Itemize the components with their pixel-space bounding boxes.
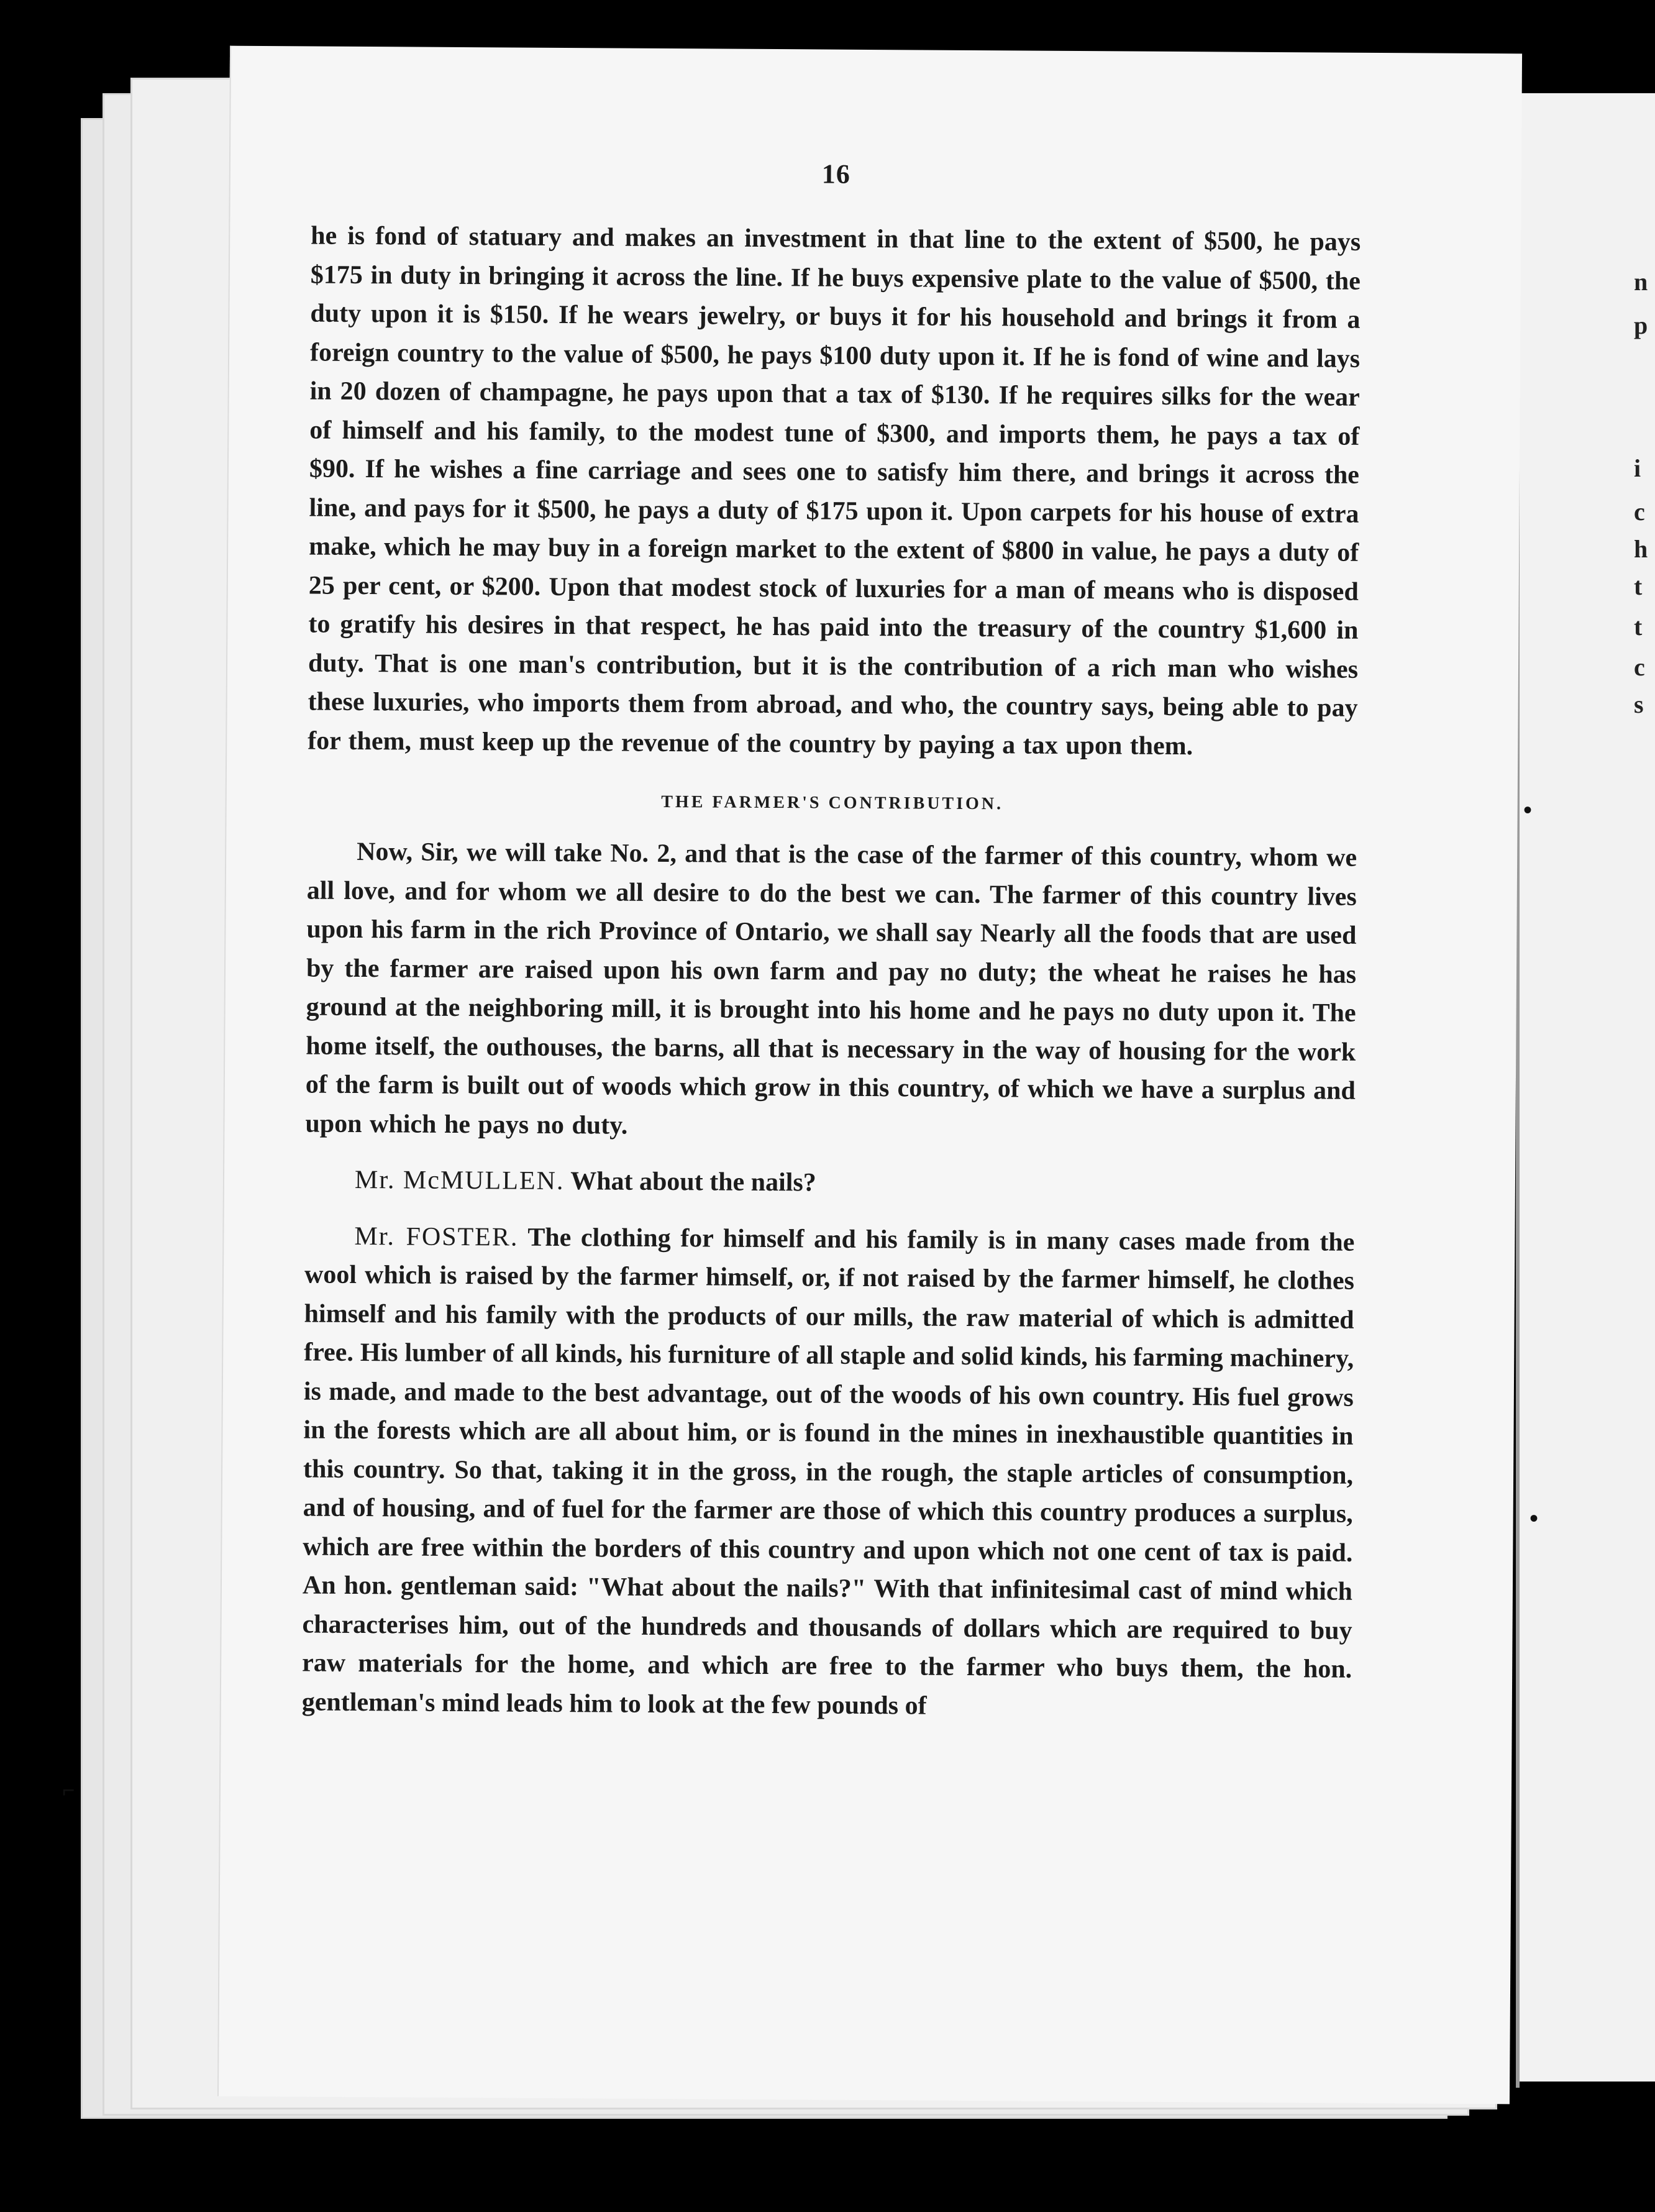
speech-mcmullen bbox=[305, 1160, 1355, 1205]
margin-mark: ⌐ bbox=[62, 1778, 75, 1803]
section-heading: THE FARMER'S CONTRIBUTION. bbox=[661, 792, 1004, 814]
adjacent-page-fragment: t bbox=[1634, 572, 1643, 600]
adjacent-page-fragment: c bbox=[1634, 498, 1645, 526]
page-number: 16 bbox=[821, 158, 851, 190]
speech-text: What about the nails? bbox=[570, 1167, 816, 1197]
paragraph-1: he is fond of statuary and makes an investment in that line to the extent of $500, he pays $175 in duty in bringing it across the line. If he buys expensive plate to the value of $500, the duty upon it is $150. If he wears jewelry, or buys it for his household and brings it from a foreign country to the value of $500, he pays $100 duty upon it. If he is fond of wine and lays in 20 dozen of champagne, he pays upon that a tax of $130. If he requires silks for the wear of himself and his family, to the modest tune of $300, and imports them, he pays a tax of $90. If he wishes a fine carriage and sees one to satisfy him there, and brings it across the line, and pays for it $500, he pays a duty of $175 upon it. Upon carpets for his house of extra make, which he may buy in a foreign market to the extent of $800 in value, he pays a duty of 25 per cent, or $200. Upon that modest stock of luxuries for a man of means who is disposed to gratify his desires in that respect, he has paid into the treasury of the country $1,600 in duty. That is one man's contribution, but it is the contribution of a rich man who wishes these luxuries, who imports them from abroad, and who, the country says, being able to pay for them, must keep up the revenue of the country by paying a tax upon them. bbox=[308, 221, 1361, 761]
paragraph-2: Now, Sir, we will take No. 2, and that is the case of the farmer of this country, whom we all love, and for whom we all desire to do the best we can. The farmer of this country lives upon his farm in the rich Province of Ontario, we shall say Nearly all the foods that are used by the farmer are raised upon his own farm and pay no duty; the wheat he raises he has ground at the neighboring mill, it is brought into his home and he pays no duty upon it. The home itself, the outhouses, the barns, all that is necessary in the way of housing for the work of the farm is built out of woods which grow in this country, of which we have a surplus and upon which he pays no duty. bbox=[305, 837, 1357, 1140]
adjacent-page-fragment: c bbox=[1634, 653, 1645, 681]
speech-text: The clothing for himself and his family is in many cases made from the wool which is raised by the farmer himself, or, if not raised by the farmer himself, he clothes himself and his family with the products of our mills, the raw material of which is admitted free. His lumber of all kinds, his furniture of all staple and solid kinds, his farming machinery, is made, and made to the best advantage, out of the woods of his own country. His fuel grows in the forests which are all about him, or is found in the mines in inexhaustible quantities in this country. So that, taking it in the gross, in the rough, the staple articles of consumption, and of housing, and of fuel for the farmer are those of which this country produces a surplus, which are free within the borders of this country and upon which not one cent of tax is paid. An hon. gentleman said: "What about the nails?" With that infinitesimal cast of mind which characterises him, out of the hundreds and thousands of dollars which are required to buy raw materials for the home, and which are free to the farmer who buys them, the hon. gentleman's mind leads him to look at the few pounds of bbox=[301, 1223, 1355, 1721]
adjacent-page-fragment: s bbox=[1634, 690, 1644, 718]
speech-foster bbox=[302, 1217, 1355, 1728]
speaker-name: Mr. FOSTER. bbox=[354, 1222, 519, 1252]
adjacent-page bbox=[1516, 93, 1655, 2082]
adjacent-page-fragment: h bbox=[1634, 535, 1648, 563]
adjacent-page-fragment: p bbox=[1634, 311, 1648, 339]
adjacent-page-fragment: t bbox=[1634, 613, 1643, 641]
adjacent-page-fragment: n bbox=[1634, 268, 1648, 296]
adjacent-page-fragment: i bbox=[1634, 454, 1641, 482]
gutter-dot: • bbox=[1530, 1504, 1539, 1532]
page-content bbox=[302, 155, 1361, 1727]
gutter-dot: • bbox=[1523, 796, 1533, 824]
book-page bbox=[217, 46, 1522, 2105]
speaker-name: Mr. McMULLEN. bbox=[354, 1165, 565, 1195]
